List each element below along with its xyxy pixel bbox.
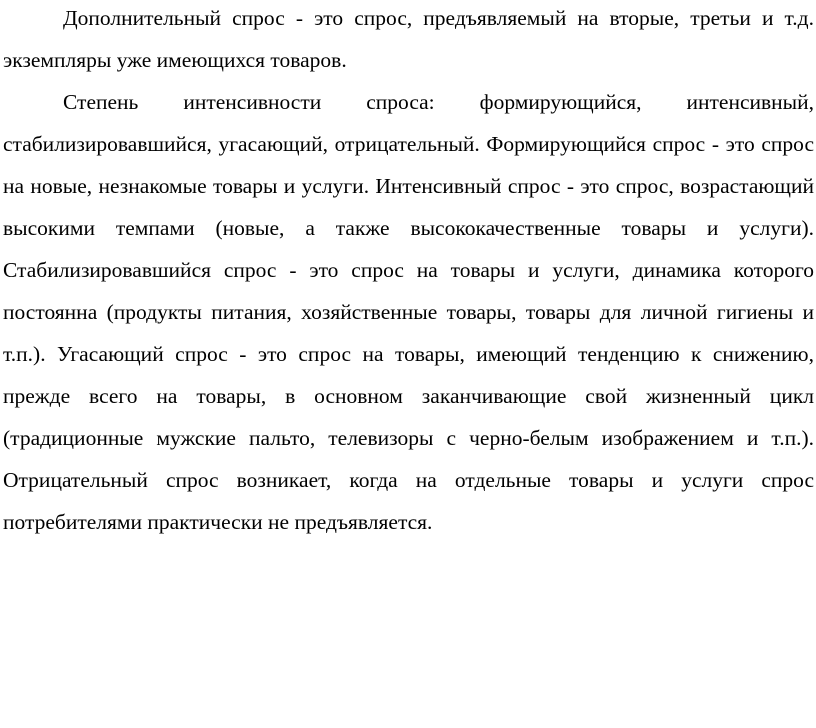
paragraph-additional-demand: Дополнительный спрос - это спрос, предъявляемый на вторые, третьи и т.д. экземпляры уже имеющихся товаров. xyxy=(3,6,814,72)
paragraph-demand-intensity: Степень интенсивности спроса: формирующийся, интенсивный, стабилизировавшийся, угасающий, отрицательный. Формирующийся спрос - это спрос на новые, незнакомые товары и услуги. Интенсивный спрос - это спрос, возрастающий высокими темпами (новые, а также высококачественные товары и услуги). Стабилизировавшийся спрос - это спрос на товары и услуги, динамика которого постоянна (продукты питания, хозяйственные товары, товары для личной гигиены и т.п.). Угасающий спрос - это спрос на товары, имеющий тенденцию к снижению, прежде всего на товары, в основном заканчивающие свой жизненный цикл (традиционные мужские пальто, телевизоры с черно-белым изображением и т.п.). Отрицательный спрос возникает, когда на отдельные товары и услуги спрос потребителями практически не предъявляется. xyxy=(3,90,814,534)
